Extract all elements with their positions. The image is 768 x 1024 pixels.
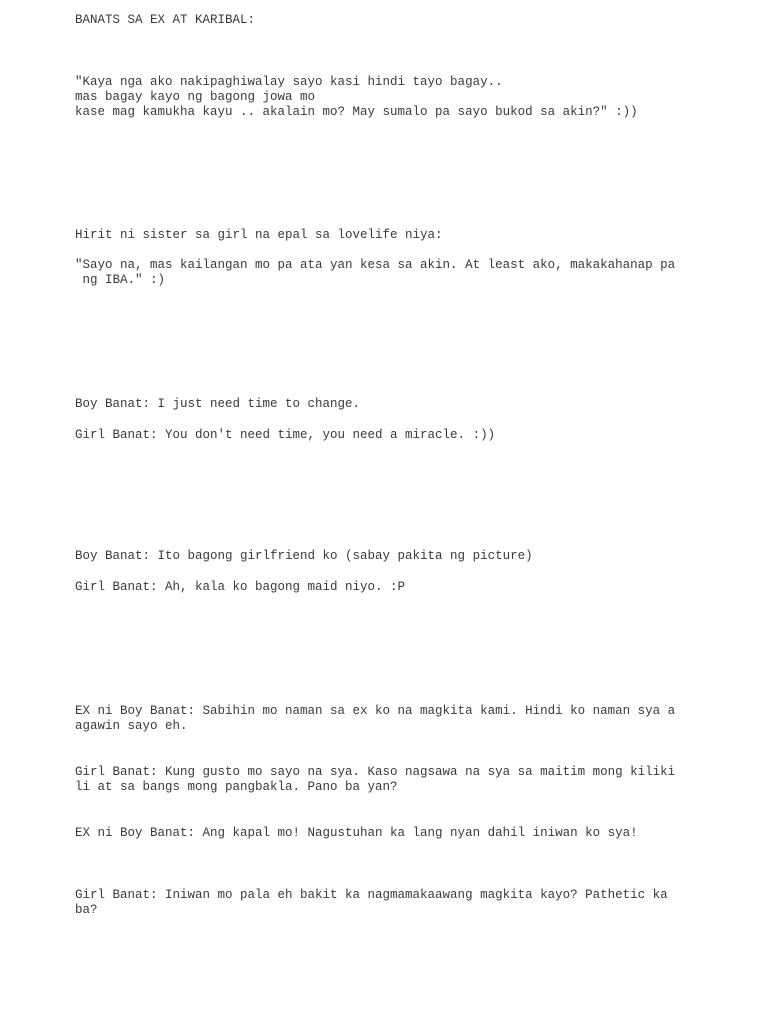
exchange1-boy-line: Boy Banat: I just need time to change. [75, 397, 361, 411]
exchange2-boy-line: Boy Banat: Ito bagong girlfriend ko (sabay pakita ng picture) [75, 549, 533, 563]
quote1-line1: "Kaya nga ako nakipaghiwalay sayo kasi hindi tayo bagay.. [75, 75, 503, 89]
document-heading: BANATS SA EX AT KARIBAL: [75, 13, 256, 27]
section2-quote-line2: ng IBA." :) [75, 273, 166, 287]
exchange2-girl-line: Girl Banat: Ah, kala ko bagong maid niyo. :P [75, 580, 406, 594]
section2-intro: Hirit ni sister sa girl na epal sa lovelife niya: [75, 228, 443, 242]
exchange3-girl-line1: Girl Banat: Kung gusto mo sayo na sya. Kaso nagsawa na sya sa maitim mong kiliki [75, 765, 676, 779]
quote1-line2: mas bagay kayo ng bagong jowa mo [75, 90, 316, 104]
exchange3-ex-line1: EX ni Boy Banat: Sabihin mo naman sa ex ko na magkita kami. Hindi ko naman sya a [75, 704, 676, 718]
exchange3-girl-reply-line2: ba? [75, 903, 98, 917]
exchange3-girl-reply-line1: Girl Banat: Iniwan mo pala eh bakit ka nagmamakaawang magkita kayo? Pathetic ka [75, 888, 668, 902]
quote1-line3: kase mag kamukha kayu .. akalain mo? May sumalo pa sayo bukod sa akin?" :)) [75, 105, 638, 119]
exchange3-ex-line2: agawin sayo eh. [75, 719, 188, 733]
exchange1-girl-line: Girl Banat: You don't need time, you need a miracle. :)) [75, 428, 496, 442]
exchange3-girl-line2: li at sa bangs mong pangbakla. Pano ba yan? [75, 780, 398, 794]
section2-quote-line1: "Sayo na, mas kailangan mo pa ata yan kesa sa akin. At least ako, makakahanap pa [75, 258, 676, 272]
exchange3-ex-reply: EX ni Boy Banat: Ang kapal mo! Nagustuhan ka lang nyan dahil iniwan ko sya! [75, 826, 638, 840]
